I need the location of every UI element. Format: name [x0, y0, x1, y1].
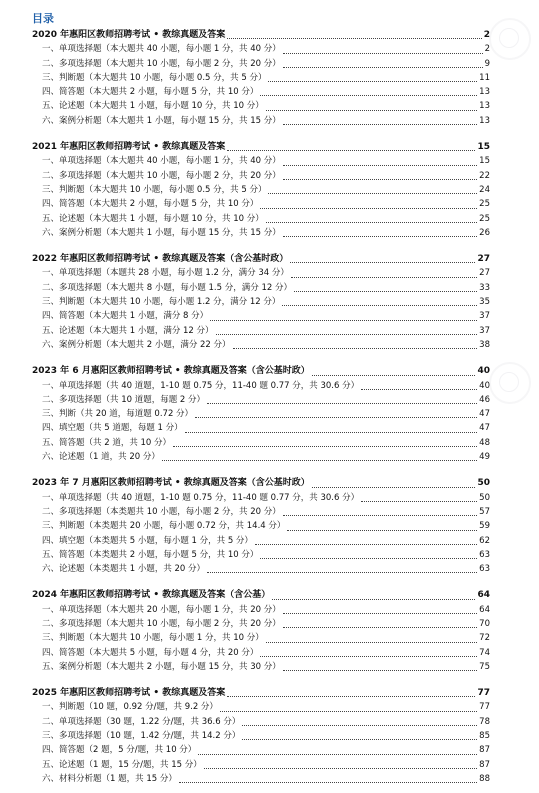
page-number: 37 [479, 325, 490, 336]
toc-entry-text: 一、判断题（10 题，0.92 分/题，共 9.2 分） [42, 702, 218, 713]
toc-entry-text: 一、单项选择题（本大题共 40 小题，每小题 1 分，共 40 分） [42, 156, 281, 167]
toc-entry-text: 三、判断题（本大题共 10 小题，每小题 1 分，共 10 分） [42, 633, 264, 644]
toc-section [32, 28, 490, 128]
toc-entry-text: 二、多项选择题（本大题共 8 小题，每小题 1.5 分，满分 12 分） [42, 282, 292, 293]
page-number: 25 [479, 213, 490, 224]
page-number: 48 [479, 437, 490, 448]
toc-entry[interactable] [32, 338, 490, 352]
dot-leader [272, 599, 475, 600]
toc-section-heading[interactable] [32, 364, 490, 378]
toc-entry-text: 三、多项选择题（10 题，1.42 分/题，共 14.2 分） [42, 731, 241, 742]
toc-section-heading-text: 2022 年惠阳区教师招聘考试 • 教综真题及答案（含公基时政） [32, 254, 289, 265]
toc-section-heading-text: 2024 年惠阳区教师招聘考试 • 教综真题及答案（含公基） [32, 590, 271, 601]
toc-entry[interactable] [32, 660, 490, 674]
toc-section-heading[interactable] [32, 28, 490, 42]
dot-leader [283, 236, 477, 237]
page-number: 40 [479, 380, 490, 391]
toc-entry-text: 一、单项选择题（本大题共 20 小题，每小题 1 分，共 20 分） [42, 604, 281, 615]
dot-leader [268, 193, 477, 194]
toc-entry-text: 六、案例分析题（本大题共 1 小题，每小题 15 分，共 15 分） [42, 227, 281, 238]
toc-entry-text: 四、简答题（本大题共 1 小题，满分 8 分） [42, 311, 209, 322]
page-number: 22 [479, 170, 490, 181]
toc-section-heading-text: 2023 年 6 月惠阳区教师招聘考试 • 教综真题及答案（含公基时政） [32, 366, 310, 377]
page-number: 35 [479, 297, 490, 308]
dot-leader [266, 222, 477, 223]
dot-leader [179, 782, 477, 783]
dot-leader [216, 334, 478, 335]
toc-entry[interactable] [32, 309, 490, 323]
page-number: 62 [479, 535, 490, 546]
dot-leader [282, 305, 477, 306]
toc-title: 目录 [32, 12, 54, 25]
page-number: 26 [479, 227, 490, 238]
dot-leader [266, 110, 477, 111]
page-number: 57 [479, 506, 490, 517]
toc-entry[interactable] [32, 700, 490, 714]
toc-entry-text: 五、论述题（本大题共 1 小题，满分 12 分） [42, 325, 214, 336]
dot-leader [283, 67, 483, 68]
page-number: 77 [477, 688, 490, 699]
dot-leader [283, 165, 477, 166]
dot-leader [204, 768, 477, 769]
toc-entry-text: 三、判断题（本大题共 10 小题，每小题 0.5 分，共 5 分） [42, 72, 267, 83]
toc-entry[interactable] [32, 729, 490, 743]
toc-entry[interactable] [32, 212, 490, 226]
dot-leader [361, 389, 477, 390]
toc-section [32, 140, 490, 240]
toc-entry-text: 六、案例分析题（本大题共 1 小题，每小题 15 分，共 15 分） [42, 115, 281, 126]
toc-entry-text: 六、材料分析题（1 题，共 15 分） [42, 773, 177, 784]
page-number: 11 [479, 72, 490, 83]
toc-entry[interactable] [32, 324, 490, 338]
toc-section [32, 252, 490, 352]
toc-entry-text: 二、单项选择题（30 题，1.22 分/题，共 36.6 分） [42, 716, 241, 727]
dot-leader [198, 754, 477, 755]
page-number: 47 [479, 409, 490, 420]
page-number: 15 [477, 142, 490, 153]
dot-leader [260, 656, 477, 657]
toc-entry[interactable] [32, 71, 490, 85]
page-number: 78 [479, 716, 490, 727]
page-number: 59 [479, 521, 490, 532]
dot-leader [283, 613, 477, 614]
page-number: 40 [477, 366, 490, 377]
dot-leader [312, 487, 476, 488]
page-number: 50 [477, 478, 490, 489]
toc-entry[interactable] [32, 85, 490, 99]
toc-entry-text: 六、论述题（1 道，共 20 分） [42, 452, 160, 463]
toc-entry[interactable] [32, 393, 490, 407]
toc-entry-text: 一、单项选择题（共 40 道题，1-10 题 0.75 分，11-40 题 0.77 分，共 30.6 分） [42, 492, 360, 503]
page-number: 64 [479, 604, 490, 615]
page-number: 74 [479, 647, 490, 658]
toc-entry-text: 五、论述题（1 题，15 分/题，共 15 分） [42, 759, 202, 770]
toc-entry-text: 二、多项选择题（本类题共 10 小题，每小题 2 分，共 20 分） [42, 506, 281, 517]
toc-section-heading-text: 2021 年惠阳区教师招聘考试 • 教综真题及答案 [32, 142, 226, 153]
toc-entry[interactable] [32, 421, 490, 435]
toc-section-heading[interactable] [32, 686, 490, 700]
dot-leader [283, 670, 477, 671]
toc-entry[interactable] [32, 379, 490, 393]
page-number: 27 [477, 254, 490, 265]
toc-section-heading-text: 2025 年惠阳区教师招聘考试 • 教综真题及答案 [32, 688, 226, 699]
toc-entry-text: 五、论述题（本大题共 1 小题，每小题 10 分，共 10 分） [42, 213, 264, 224]
toc-entry[interactable] [32, 450, 490, 464]
page-number: 64 [477, 590, 490, 601]
toc-section [32, 476, 490, 576]
dot-leader [260, 558, 477, 559]
dot-leader [210, 320, 477, 321]
dot-leader [227, 696, 475, 697]
toc-entry[interactable] [32, 266, 490, 280]
toc-entry[interactable] [32, 99, 490, 113]
toc-section-heading[interactable] [32, 252, 490, 266]
page-number: 25 [479, 199, 490, 210]
page-number: 49 [479, 452, 490, 463]
dot-leader [220, 711, 477, 712]
toc-entry[interactable] [32, 548, 490, 562]
table-of-contents [32, 28, 490, 786]
page-number: 33 [479, 282, 490, 293]
toc-entry[interactable] [32, 743, 490, 757]
toc-entry[interactable] [32, 281, 490, 295]
dot-leader [173, 446, 477, 447]
dot-leader [283, 124, 477, 125]
toc-entry-text: 四、简答题（2 题，5 分/题，共 10 分） [42, 745, 197, 756]
page-number: 87 [479, 745, 490, 756]
section-gap [32, 240, 490, 252]
toc-entry[interactable] [32, 505, 490, 519]
toc-entry-text: 四、简答题（本大题共 2 小题，每小题 5 分，共 10 分） [42, 87, 259, 98]
page-number: 37 [479, 311, 490, 322]
toc-entry-text: 二、多项选择题（共 10 道题，每题 2 分） [42, 394, 206, 405]
page-number: 13 [479, 115, 490, 126]
page-number: 9 [484, 58, 490, 69]
toc-entry-text: 四、填空题（本类题共 5 小题，每小题 1 分，共 5 分） [42, 535, 253, 546]
dot-leader [290, 262, 475, 263]
dot-leader [361, 501, 477, 502]
toc-entry[interactable] [32, 197, 490, 211]
toc-entry[interactable] [32, 57, 490, 71]
page-number: 63 [479, 564, 490, 575]
section-gap [32, 576, 490, 588]
dot-leader [242, 739, 477, 740]
page-number: 38 [479, 339, 490, 350]
page-number: 27 [479, 268, 490, 279]
toc-entry[interactable] [32, 534, 490, 548]
toc-entry[interactable] [32, 758, 490, 772]
toc-entry[interactable] [32, 715, 490, 729]
toc-section [32, 588, 490, 674]
page-number: 13 [479, 87, 490, 98]
toc-section [32, 686, 490, 786]
dot-leader [162, 460, 477, 461]
toc-entry[interactable] [32, 42, 490, 56]
toc-entry[interactable] [32, 562, 490, 576]
toc-entry[interactable] [32, 491, 490, 505]
dot-leader [195, 417, 477, 418]
toc-entry-text: 三、判断题（本类题共 20 小题，每小题 0.72 分，共 14.4 分） [42, 521, 286, 532]
page-number: 75 [479, 661, 490, 672]
dot-leader [283, 515, 477, 516]
toc-entry-text: 三、判断（共 20 道，每道题 0.72 分） [42, 409, 194, 420]
toc-entry[interactable] [32, 519, 490, 533]
dot-leader [283, 53, 483, 54]
page-number: 77 [479, 702, 490, 713]
toc-entry-text: 四、简答题（本大题共 5 小题，每小题 4 分，共 20 分） [42, 647, 259, 658]
section-gap [32, 674, 490, 686]
dot-leader [260, 208, 477, 209]
watermark-seal-icon [489, 362, 531, 404]
toc-entry[interactable] [32, 646, 490, 660]
page-number: 46 [479, 394, 490, 405]
toc-entry-text: 五、简答题（本类题共 2 小题，每小题 5 分，共 10 分） [42, 549, 259, 560]
dot-leader [227, 38, 482, 39]
dot-leader [207, 572, 477, 573]
toc-section-heading[interactable] [32, 140, 490, 154]
page-number: 70 [479, 618, 490, 629]
toc-entry-text: 二、多项选择题（本大题共 10 小题，每小题 2 分，共 20 分） [42, 58, 281, 69]
toc-entry[interactable] [32, 183, 490, 197]
toc-entry[interactable] [32, 631, 490, 645]
section-gap [32, 464, 490, 476]
toc-entry-text: 一、单项选择题（本大题共 40 小题，每小题 1 分，共 40 分） [42, 44, 281, 55]
toc-entry[interactable] [32, 772, 490, 786]
toc-entry-text: 五、简答题（共 2 道，共 10 分） [42, 437, 172, 448]
dot-leader [294, 291, 477, 292]
dot-leader [242, 725, 477, 726]
toc-section-heading-text: 2020 年惠阳区教师招聘考试 • 教综真题及答案 [32, 30, 226, 40]
toc-section-heading-text: 2023 年 7 月惠阳区教师招聘考试 • 教综真题及答案（含公基时政） [32, 478, 310, 489]
dot-leader [266, 642, 477, 643]
toc-entry[interactable] [32, 603, 490, 617]
dot-leader [283, 179, 477, 180]
toc-entry-text: 一、单项选择题（本题共 28 小题，每小题 1.2 分，满分 34 分） [42, 268, 289, 279]
dot-leader [255, 544, 477, 545]
page-number: 13 [479, 101, 490, 112]
page-number: 72 [479, 633, 490, 644]
dot-leader [185, 432, 478, 433]
toc-entry[interactable] [32, 436, 490, 450]
page-number: 87 [479, 759, 490, 770]
dot-leader [207, 403, 477, 404]
toc-entry[interactable] [32, 114, 490, 128]
page-number: 88 [479, 773, 490, 784]
toc-entry[interactable] [32, 169, 490, 183]
toc-entry[interactable] [32, 295, 490, 309]
toc-entry-text: 二、多项选择题（本大题共 10 小题，每小题 2 分，共 20 分） [42, 170, 281, 181]
page-number: 50 [479, 492, 490, 503]
page-number: 2 [483, 30, 490, 40]
dot-leader [283, 627, 477, 628]
toc-entry-text: 三、判断题（本大题共 10 小题，每小题 1.2 分，满分 12 分） [42, 297, 281, 308]
dot-leader [312, 375, 476, 376]
page-number: 2 [484, 44, 490, 55]
toc-entry[interactable] [32, 617, 490, 631]
section-gap [32, 352, 490, 364]
dot-leader [233, 348, 478, 349]
toc-section [32, 364, 490, 464]
toc-entry-text: 四、简答题（本大题共 2 小题，每小题 5 分，共 10 分） [42, 199, 259, 210]
toc-entry[interactable] [32, 407, 490, 421]
toc-entry-text: 五、案例分析题（本大题共 2 小题，每小题 15 分，共 30 分） [42, 661, 281, 672]
toc-entry-text: 四、填空题（共 5 道题，每题 1 分） [42, 423, 183, 434]
toc-section-heading[interactable] [32, 476, 490, 490]
dot-leader [291, 277, 477, 278]
toc-entry-text: 五、论述题（本大题共 1 小题，每小题 10 分，共 10 分） [42, 101, 264, 112]
page-number: 63 [479, 549, 490, 560]
page-number: 24 [479, 184, 490, 195]
watermark-seal-icon [489, 18, 531, 60]
toc-entry-text: 三、判断题（本大题共 10 小题，每小题 0.5 分，共 5 分） [42, 184, 267, 195]
toc-section-heading[interactable] [32, 588, 490, 602]
toc-entry-text: 六、案例分析题（本大题共 2 小题，满分 22 分） [42, 339, 231, 350]
page-number: 47 [479, 423, 490, 434]
dot-leader [227, 150, 475, 151]
page-number: 15 [479, 156, 490, 167]
toc-entry[interactable] [32, 154, 490, 168]
section-gap [32, 128, 490, 140]
page-number: 85 [479, 731, 490, 742]
dot-leader [268, 81, 477, 82]
dot-leader [260, 95, 477, 96]
toc-entry-text: 六、论述题（本类题共 1 小题，共 20 分） [42, 564, 206, 575]
dot-leader [287, 530, 477, 531]
toc-entry-text: 二、多项选择题（本大题共 10 小题，每小题 2 分，共 20 分） [42, 618, 281, 629]
toc-entry-text: 一、单项选择题（共 40 道题，1-10 题 0.75 分，11-40 题 0.77 分，共 30.6 分） [42, 380, 360, 391]
toc-entry[interactable] [32, 226, 490, 240]
